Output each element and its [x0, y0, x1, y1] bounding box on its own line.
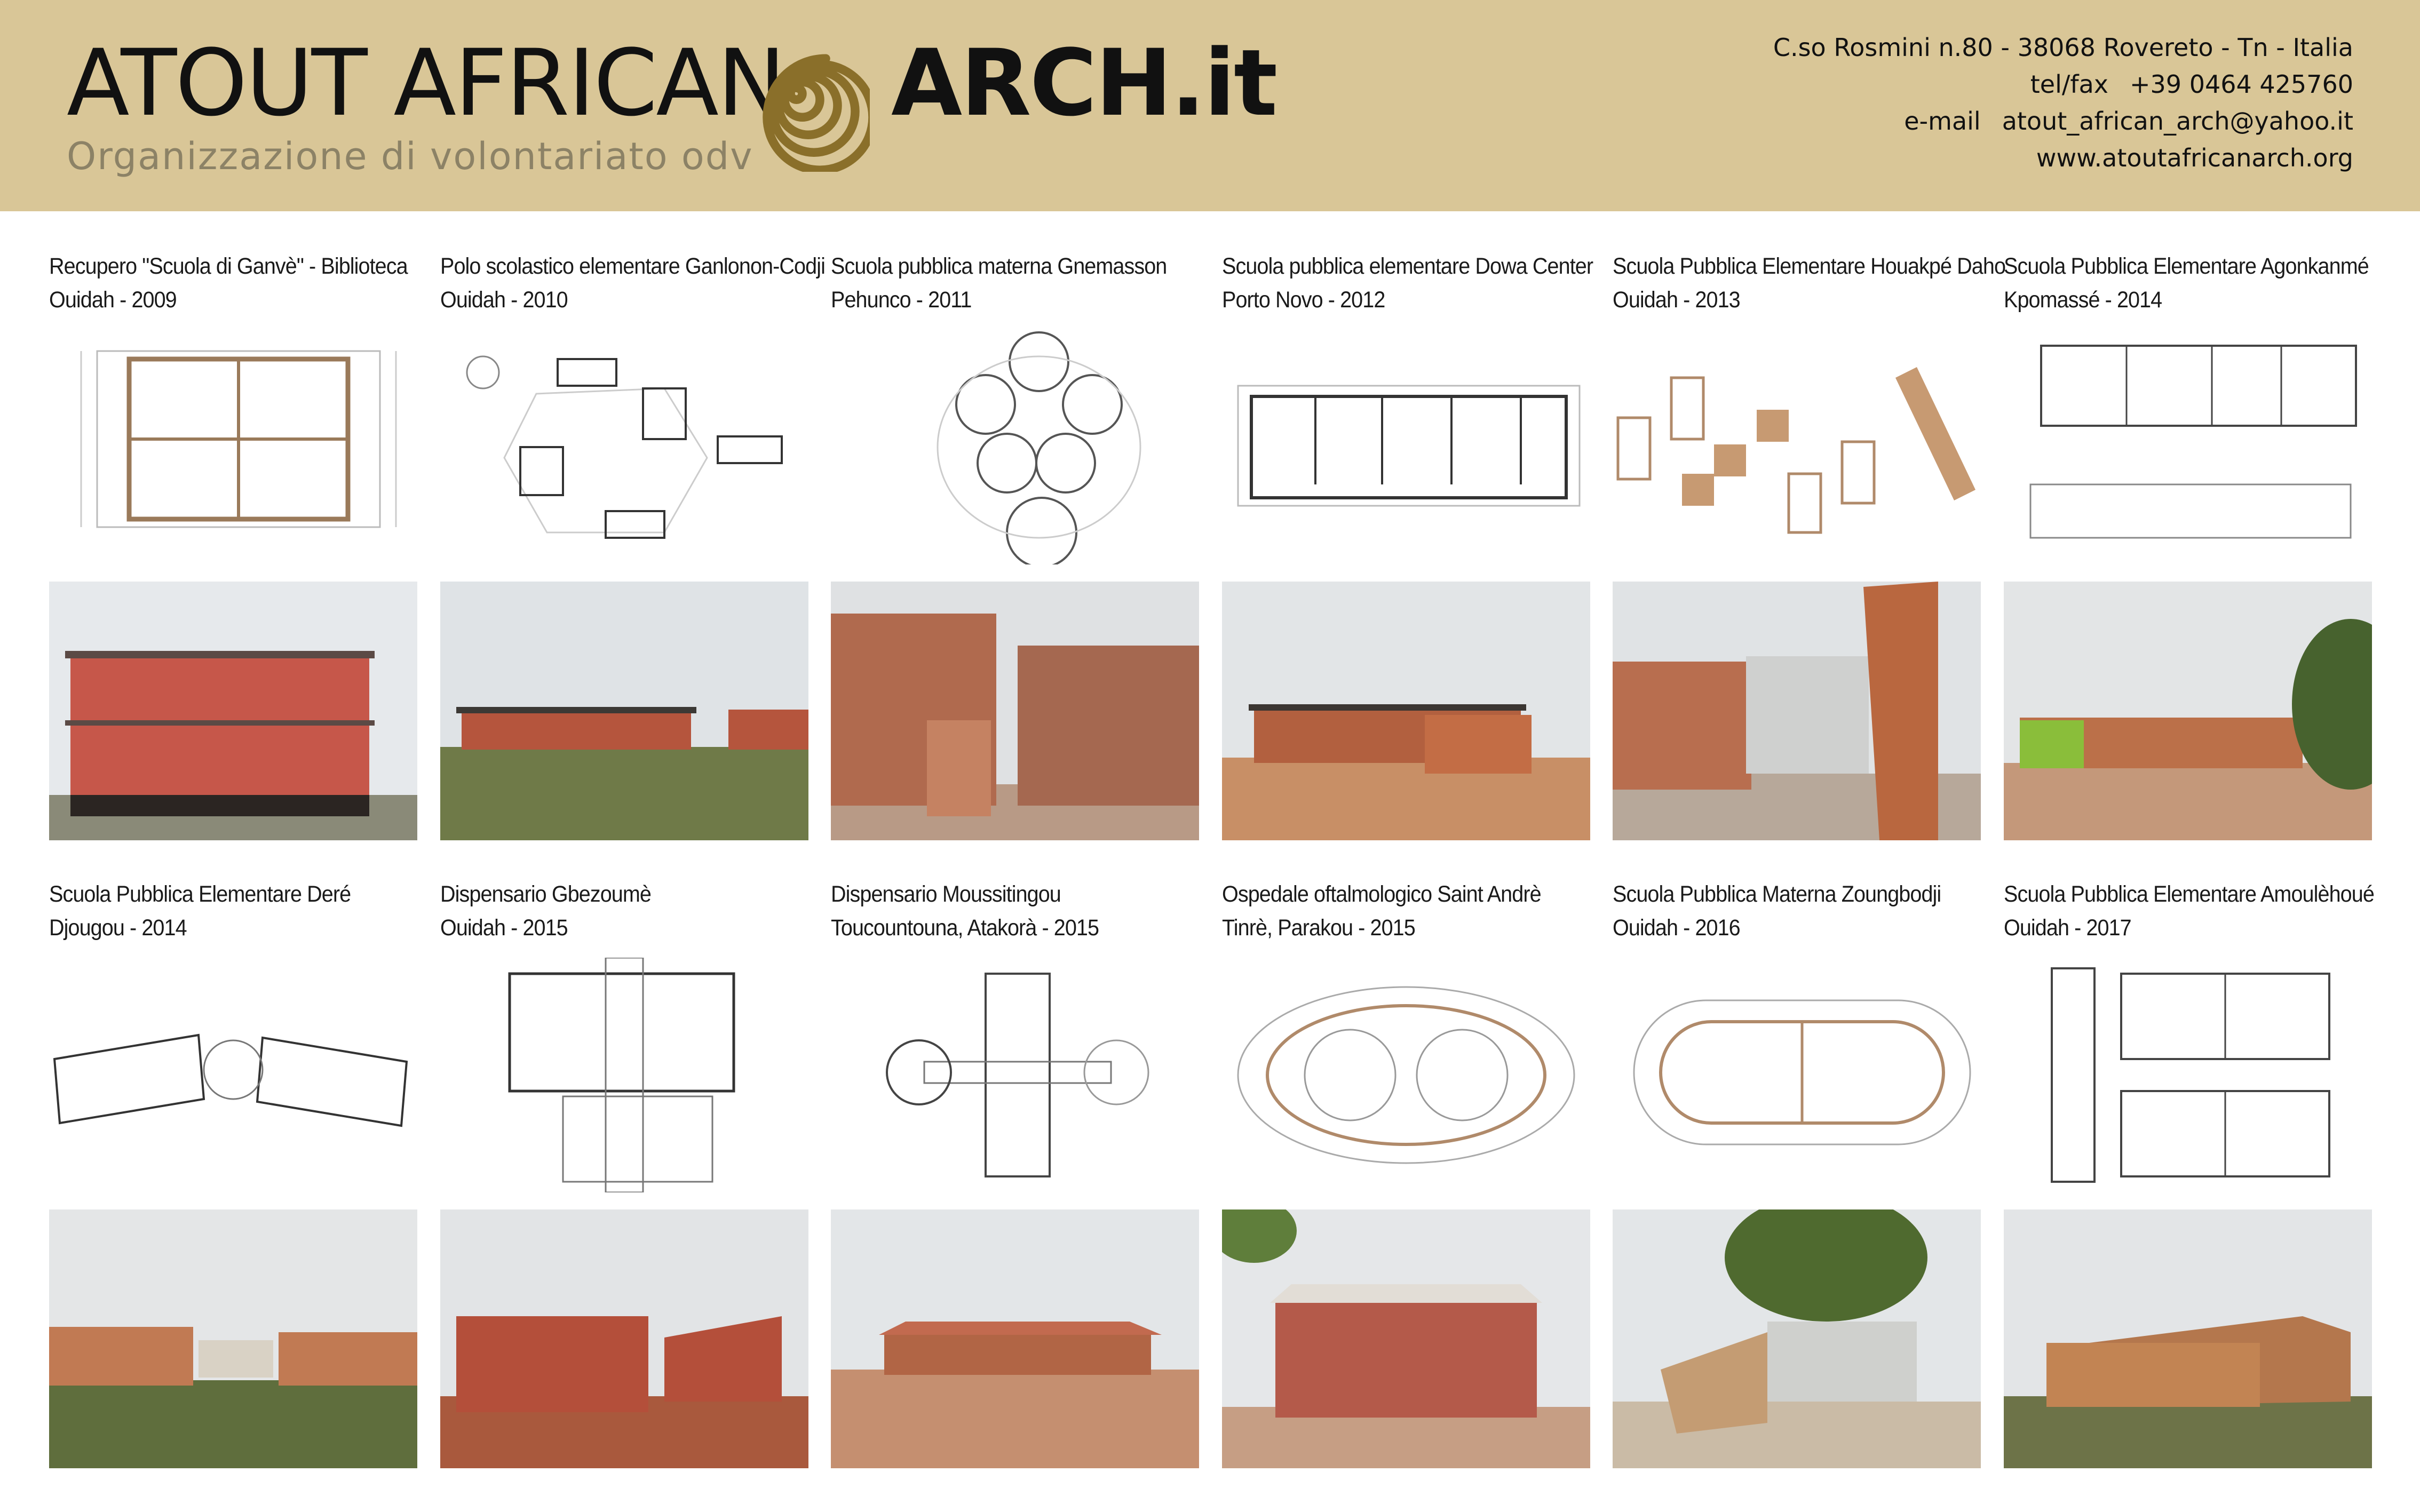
brand-title: ATOUT AFRICAN	[67, 29, 784, 137]
project-card-amoulehoue	[2004, 878, 2372, 945]
project-location-year: Pehunco - 2011	[831, 287, 972, 313]
project-title: Scuola Pubblica Elementare Agonkanmé	[2004, 253, 2369, 279]
project-location-year: Ouidah - 2009	[49, 287, 177, 313]
brand-title-suffix: ARCH.it	[891, 29, 1276, 137]
floor-plan-drawing	[49, 330, 417, 564]
floor-plan-drawing	[2004, 958, 2372, 1192]
project-location-year: Djougou - 2014	[49, 915, 187, 941]
project-title: Dispensario Gbezoumè	[440, 881, 651, 907]
contact-email-line	[1773, 103, 2353, 140]
floor-plan-drawing	[1222, 958, 1590, 1192]
project-title: Scuola Pubblica Elementare Houakpé Daho	[1613, 253, 2006, 279]
contact-email[interactable]: atout_african_arch@yahoo.it	[2002, 107, 2353, 136]
project-location-year: Ouidah - 2016	[1613, 915, 1740, 941]
project-photo	[440, 1209, 808, 1468]
project-photo	[1222, 582, 1590, 840]
project-card-houakpe	[1613, 250, 2006, 317]
project-location-year: Ouidah - 2017	[2004, 915, 2131, 941]
project-card-gbezoume	[440, 878, 808, 945]
project-title: Scuola Pubblica Elementare Deré	[49, 881, 351, 907]
project-location-year: Porto Novo - 2012	[1222, 287, 1385, 313]
floor-plan-drawing	[440, 958, 808, 1192]
project-photo	[1613, 582, 1981, 840]
project-card-ganlonon	[440, 250, 825, 317]
project-card-dowa	[1222, 250, 1593, 317]
floor-plan-drawing	[49, 958, 417, 1192]
project-photo	[831, 1209, 1199, 1468]
project-card-moussitingou	[831, 878, 1199, 945]
project-card-zoungbodji	[1613, 878, 1981, 945]
floor-plan-drawing	[1613, 330, 1981, 564]
contact-website[interactable]: www.atoutafricanarch.org	[2036, 144, 2353, 172]
contact-phone-label: tel/fax	[2030, 70, 2108, 99]
project-photo	[440, 582, 808, 840]
project-photo	[49, 1209, 417, 1468]
project-card-gnemasson	[831, 250, 1199, 317]
project-location-year: Ouidah - 2013	[1613, 287, 1740, 313]
header-band	[0, 0, 2420, 211]
floor-plan-drawing	[831, 330, 1199, 564]
project-title: Scuola pubblica elementare Dowa Center	[1222, 253, 1593, 279]
project-title: Recupero "Scuola di Ganvè" - Biblioteca	[49, 253, 408, 279]
project-location-year: Toucountouna, Atakorà - 2015	[831, 915, 1099, 941]
project-card-ganve	[49, 250, 417, 317]
floor-plan-drawing	[831, 958, 1199, 1192]
floor-plan-drawing	[440, 330, 808, 564]
contact-address: C.so Rosmini n.80 - 38068 Rovereto - Tn - Italia	[1773, 33, 2353, 62]
contact-block	[1773, 29, 2353, 177]
project-photo	[2004, 1209, 2372, 1468]
project-title: Ospedale oftalmologico Saint Andrè	[1222, 881, 1541, 907]
project-photo	[1222, 1209, 1590, 1468]
contact-email-label: e-mail	[1904, 107, 1981, 136]
project-card-dere	[49, 878, 417, 945]
project-photo	[831, 582, 1199, 840]
project-location-year: Ouidah - 2010	[440, 287, 568, 313]
project-title: Scuola Pubblica Materna Zoungbodji	[1613, 881, 1941, 907]
project-title: Scuola pubblica materna Gnemasson	[831, 253, 1167, 279]
project-location-year: Tinrè, Parakou - 2015	[1222, 915, 1415, 941]
brand-tagline: Organizzazione di volontariato odv	[67, 134, 753, 178]
contact-phone-line	[1773, 66, 2353, 103]
project-title: Scuola Pubblica Elementare Amoulèhoué	[2004, 881, 2374, 907]
project-card-saint-andre	[1222, 878, 1590, 945]
contact-phone: +39 0464 425760	[2130, 70, 2353, 99]
project-photo	[49, 582, 417, 840]
project-photo	[2004, 582, 2372, 840]
project-location-year: Kpomassé - 2014	[2004, 287, 2162, 313]
project-photo	[1613, 1209, 1981, 1468]
project-card-agonkanme	[2004, 250, 2372, 317]
project-title: Polo scolastico elementare Ganlonon-Codji	[440, 253, 825, 279]
project-location-year: Ouidah - 2015	[440, 915, 568, 941]
floor-plan-drawing	[2004, 330, 2372, 564]
floor-plan-drawing	[1222, 330, 1590, 564]
project-title: Dispensario Moussitingou	[831, 881, 1061, 907]
floor-plan-drawing	[1613, 958, 1981, 1192]
